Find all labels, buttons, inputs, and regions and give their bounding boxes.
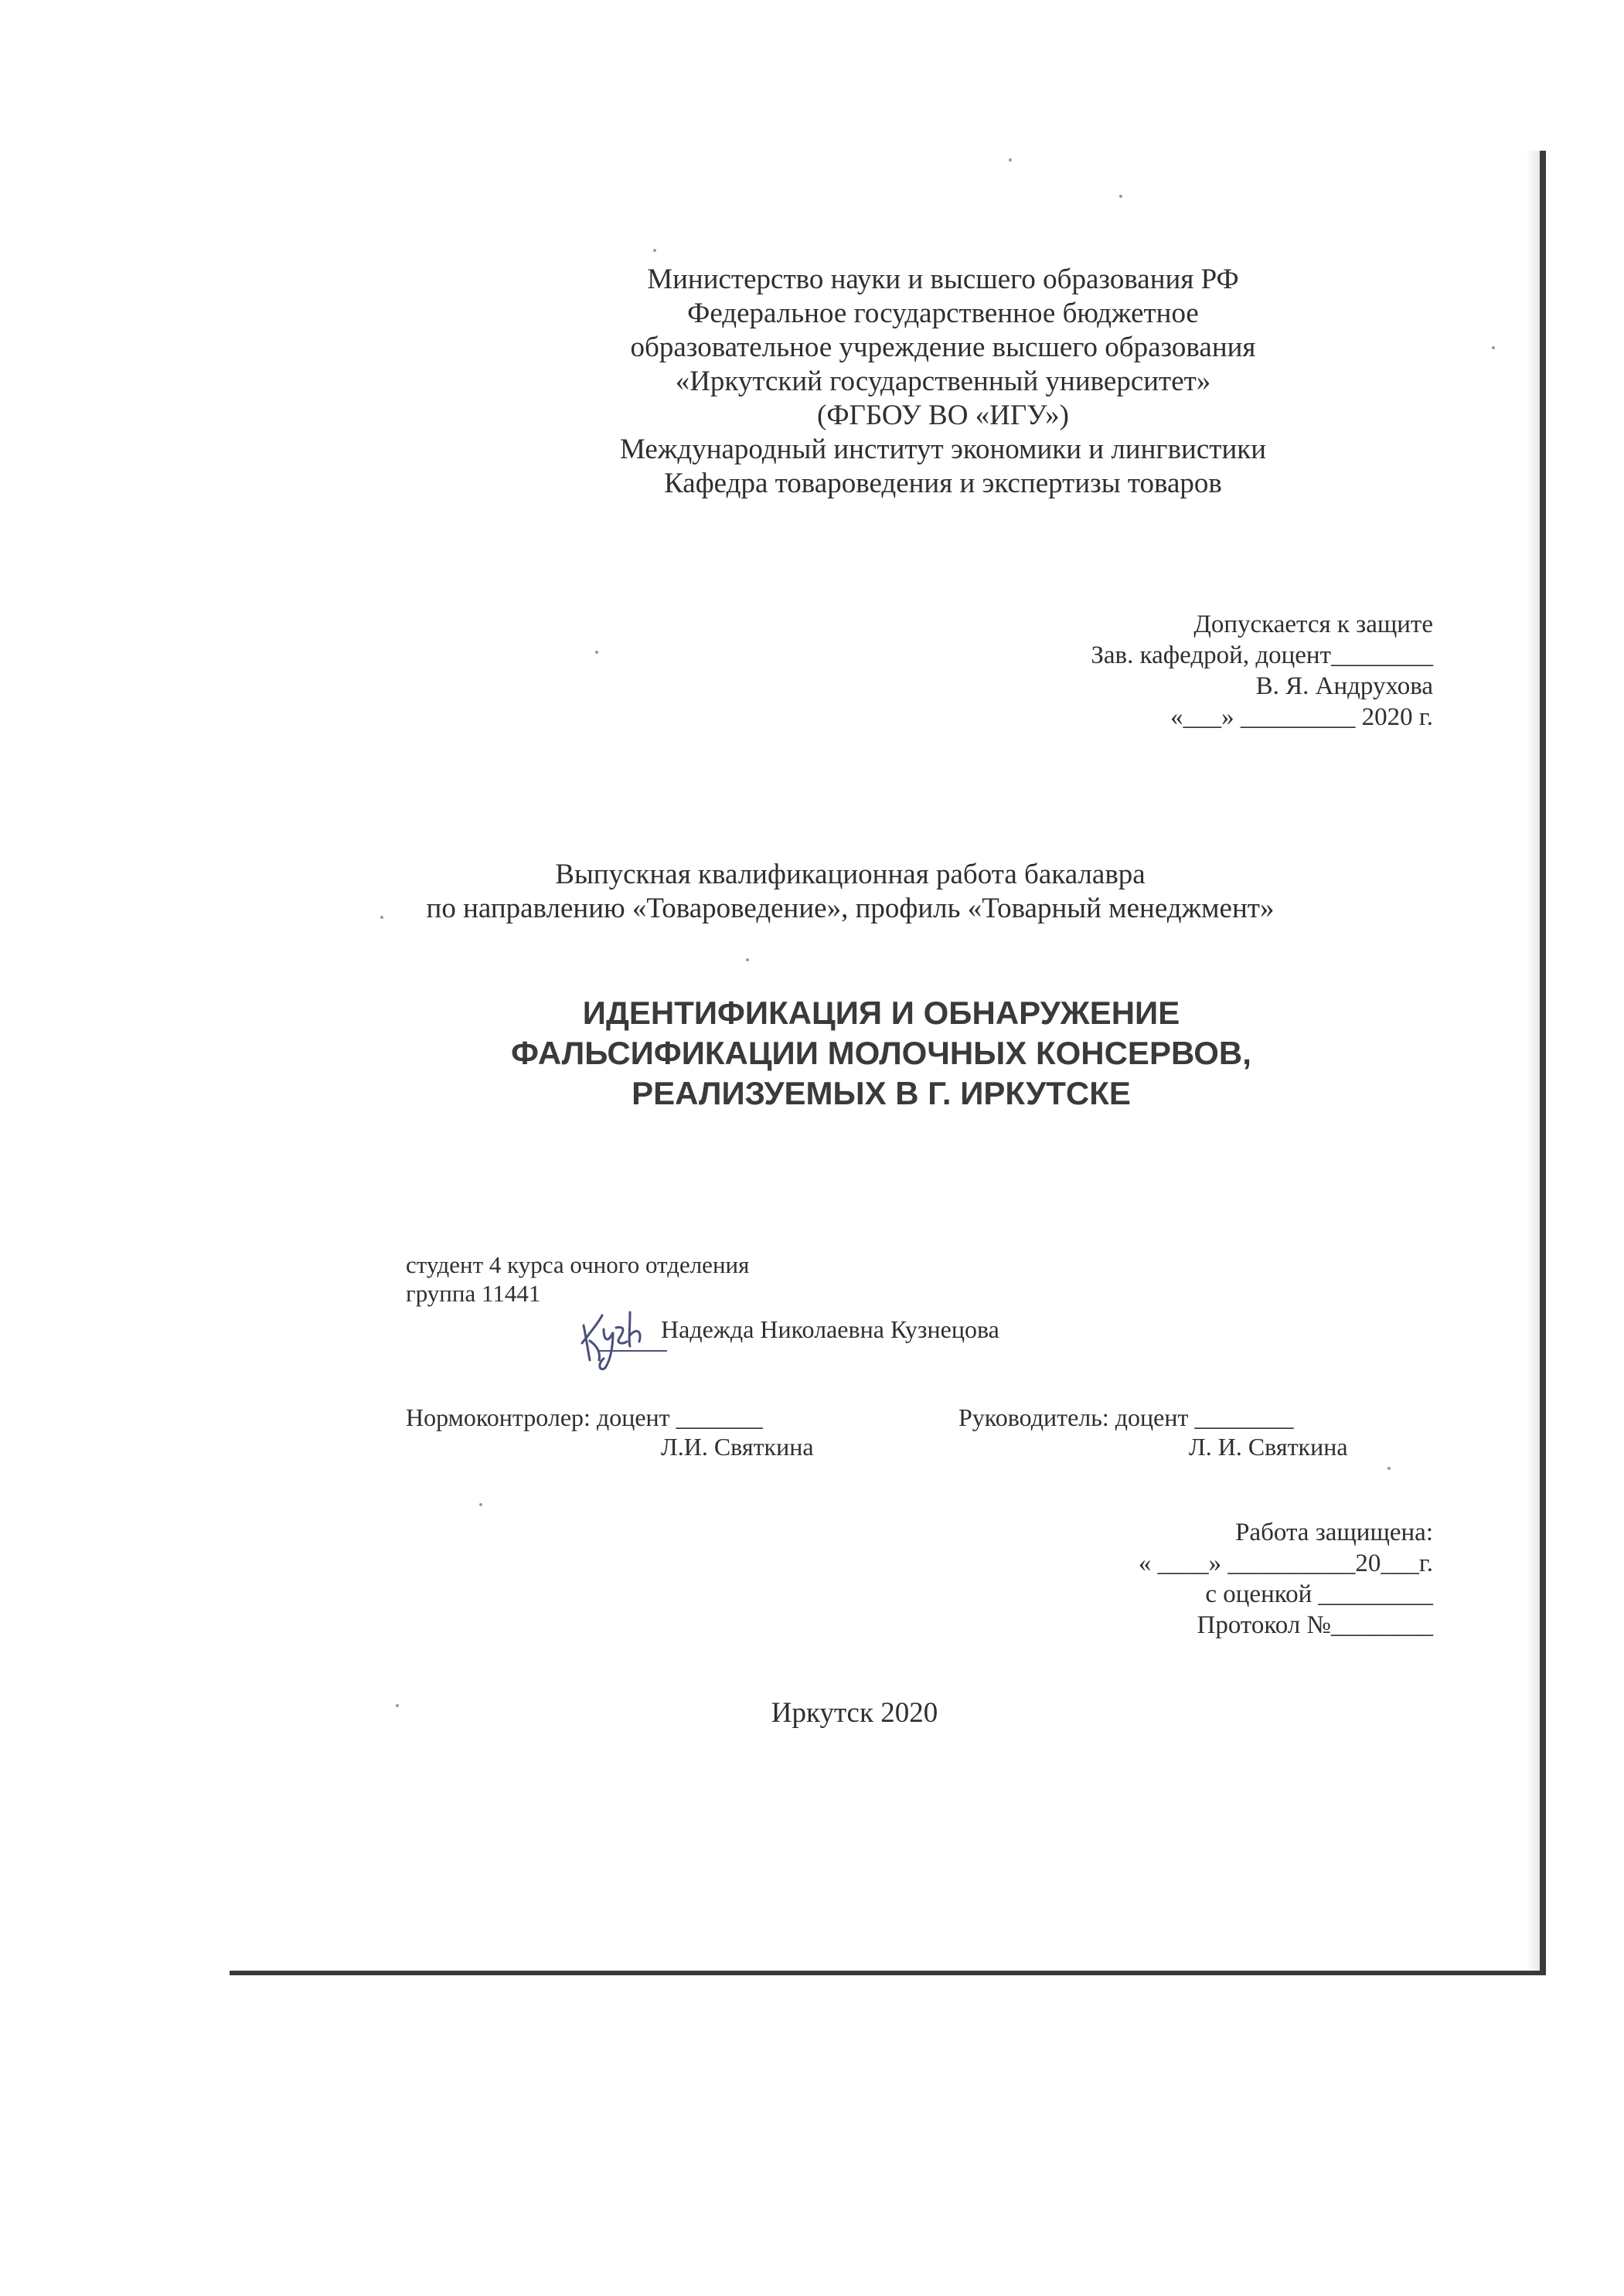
defended-protocol: Протокол №________: [1197, 1611, 1433, 1639]
thesis-title-line-1: ИДЕНТИФИКАЦИЯ И ОБНАРУЖЕНИЕ: [582, 995, 1180, 1031]
scan-speck: [653, 249, 656, 252]
page-edge-bottom: [230, 1971, 1546, 1975]
defended-grade: с оценкой _________: [1205, 1580, 1433, 1608]
scan-speck: [746, 958, 749, 961]
supervisor-label: Руководитель: доцент ________: [958, 1403, 1294, 1431]
institution-type-line-2: образовательное учреждение высшего образования: [630, 332, 1256, 363]
scan-speck: [1119, 195, 1122, 198]
normocontroller-name: Л.И. Святкина: [661, 1433, 814, 1461]
defense-result-block: [1139, 1517, 1433, 1641]
thesis-title-line-3: РЕАЛИЗУЕМЫХ В Г. ИРКУТСКЕ: [632, 1075, 1131, 1111]
defense-approval-block: [1091, 609, 1433, 733]
institution-type-line: Федеральное государственное бюджетное: [687, 298, 1199, 329]
work-type-block: [386, 858, 1314, 926]
supervisor-name: Л. И. Святкина: [1189, 1433, 1348, 1461]
thesis-title: [417, 993, 1345, 1114]
approval-date: «___» _________ 2020 г.: [1170, 703, 1433, 731]
work-type-line: Выпускная квалификационная работа бакалавра: [555, 859, 1146, 890]
scan-speck: [1492, 346, 1495, 349]
scan-speck: [595, 651, 598, 654]
university-abbreviation: (ФГБОУ ВО «ИГУ»): [817, 400, 1069, 431]
university-name: «Иркутский государственный университет»: [675, 366, 1211, 397]
student-name: Надежда Николаевна Кузнецова: [661, 1315, 999, 1343]
defended-heading: Работа защищена:: [1235, 1519, 1433, 1546]
student-course: студент 4 курса очного отделения: [406, 1251, 750, 1278]
department-name: Кафедра товароведения и экспертизы товаров: [664, 468, 1222, 499]
work-direction-line: по направлению «Товароведение», профиль «Товарный менеджмент»: [426, 893, 1275, 924]
institution-header: [479, 263, 1407, 501]
normocontroller-block: [406, 1403, 814, 1461]
thesis-title-line-2: ФАЛЬСИФИКАЦИИ МОЛОЧНЫХ КОНСЕРВОВ,: [511, 1035, 1251, 1071]
student-group: группа 11441: [406, 1280, 541, 1307]
supervisor-block: [958, 1403, 1348, 1461]
defended-date: « ____» __________20___г.: [1138, 1549, 1433, 1577]
scan-speck: [1387, 1467, 1391, 1470]
scan-speck: [479, 1503, 482, 1506]
handwritten-signature: [576, 1298, 669, 1376]
approval-heading: Допускается к защите: [1193, 611, 1433, 638]
approval-head-name: В. Я. Андрухова: [1255, 672, 1433, 700]
scan-speck: [1009, 158, 1012, 162]
scan-speck: [380, 916, 383, 919]
institute-name: Международный институт экономики и лингвистики: [619, 434, 1267, 465]
city-year: Иркутск 2020: [771, 1697, 938, 1729]
ministry-line: Министерство науки и высшего образования РФ: [647, 264, 1239, 295]
normocontroller-label: Нормоконтролер: доцент _______: [406, 1403, 763, 1431]
approval-head-of-department: Зав. кафедрой, доцент________: [1091, 641, 1433, 669]
